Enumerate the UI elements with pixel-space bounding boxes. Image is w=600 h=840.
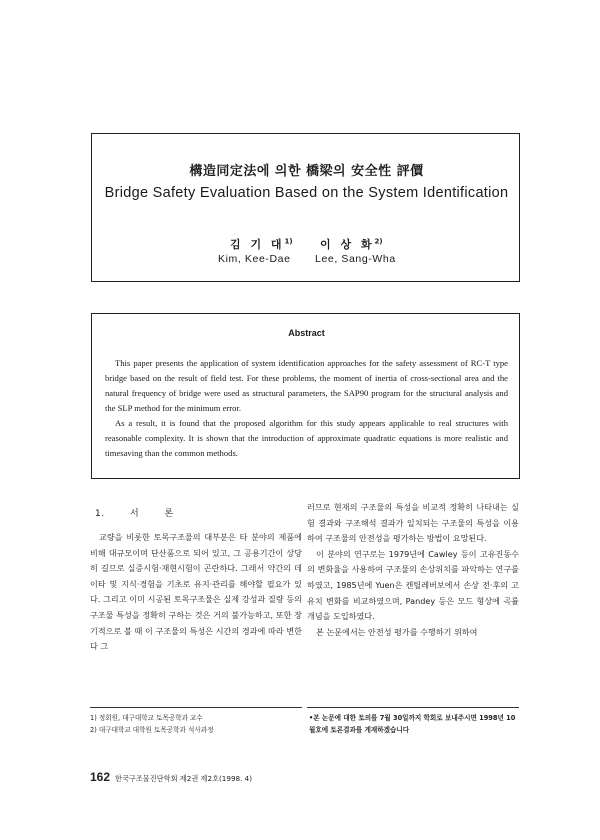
author-2-korean bbox=[320, 236, 383, 252]
author-2-sup: 2) bbox=[374, 237, 383, 246]
author-2-name-ko: 이 상 화 bbox=[320, 238, 375, 251]
right-footnote-rule bbox=[307, 707, 519, 708]
abstract-box bbox=[91, 313, 520, 479]
left-footnotes bbox=[90, 713, 302, 736]
section-heading bbox=[95, 506, 174, 519]
author-1-name-en: Kim, Kee-Dae bbox=[218, 253, 291, 265]
right-column-paragraph-3: 본 논문에서는 안전성 평가를 수행하기 위하여 bbox=[316, 626, 478, 637]
section-title-a: 서 bbox=[129, 509, 140, 519]
right-column-paragraph-2: 이 분야의 연구로는 1979년에 Cawley 등이 고유진동수의 변화율을 사용하여 구조물의 손상위치를 파악하는 연구를 하였고, 1985년에 Yuen은 캔틸레버보에서 손상 전·후의 고유치 변화를 비교하였으며, Pandey 등은 모드 형상에 곡률 개념을 도입하였다. bbox=[307, 548, 519, 622]
title-english: Bridge Safety Evaluation Based on the System Identification bbox=[104, 185, 509, 201]
page-number: 162 bbox=[90, 770, 111, 784]
section-title-b: 론 bbox=[164, 509, 174, 519]
abstract-paragraph-1: This paper presents the application of system identification approaches for the safety assessment of RC-T type bridge based on the result of field test. For these problems, the moment of inertia of cross-sectional area and the natural frequency of bridge were used as structural parameters, the SAP90 program for the structural analysis and the SLP method for the minimum error. bbox=[105, 358, 508, 413]
author-1-sup: 1) bbox=[284, 237, 293, 246]
author-1-korean bbox=[230, 236, 293, 252]
left-column-paragraph: 교량을 비롯한 토목구조물의 대부분은 타 분야의 제품에 비해 대규모이며 단산품으로 되어 있고, 그 공용기간이 상당히 길므로 실증시험·재현시험이 곤란하다. 그래서 약간의 데이타 및 지식·경험을 기초로 유지·관리를 해야할 필요가 있다. 그리고 이미 시공된 토목구조물은 실제 강성과 질량 등의 구조물 특성을 정확히 구하는 것은 거의 불가능하고, 또한 장기적으로 볼 때 이 구조물의 특성은 시간의 경과에 따라 변한다 그 bbox=[90, 532, 302, 652]
footnote-2: 2) 대구대학교 대학원 토목공학과 석사과정 bbox=[90, 725, 214, 734]
journal-info: 한국구조물진단학회 제2권 제2호(1998. 4) bbox=[115, 774, 253, 783]
abstract-body bbox=[105, 356, 508, 461]
discussion-note: •본 논문에 대한 토의를 7월 30일까지 학회로 보내주시면 1998년 10월호에 토론결과를 게재하겠습니다 bbox=[309, 714, 516, 734]
footnote-1: 1) 정회원, 대구대학교 토목공학과 교수 bbox=[90, 714, 203, 722]
left-footnote-rule bbox=[90, 707, 302, 708]
abstract-paragraph-2: As a result, it is found that the proposed algorithm for this study appears applicable to real structures with reasonable complexity. It is shown that the introduction of approximate quadratic equations is more realistic and timesaving than the common methods. bbox=[105, 418, 508, 458]
right-column bbox=[307, 500, 519, 640]
right-column-paragraph-1: 러므로 현재의 구조물의 특성을 비교적 정확히 나타내는 실험 결과와 구조해석 결과가 일치되는 구조물의 특성을 이용하여 구조물의 안전성을 평가하는 방법이 요망된다. bbox=[307, 502, 519, 544]
section-number: 1. bbox=[95, 509, 105, 519]
abstract-heading: Abstract bbox=[288, 328, 325, 338]
author-1-name-ko: 김 기 대 bbox=[230, 238, 285, 251]
left-column bbox=[90, 530, 302, 655]
title-box bbox=[91, 133, 520, 282]
title-korean: 構造同定法에 의한 橋梁의 安全性 評價 bbox=[189, 164, 424, 179]
page-footer bbox=[90, 770, 252, 784]
author-2-name-en: Lee, Sang-Wha bbox=[315, 253, 396, 265]
